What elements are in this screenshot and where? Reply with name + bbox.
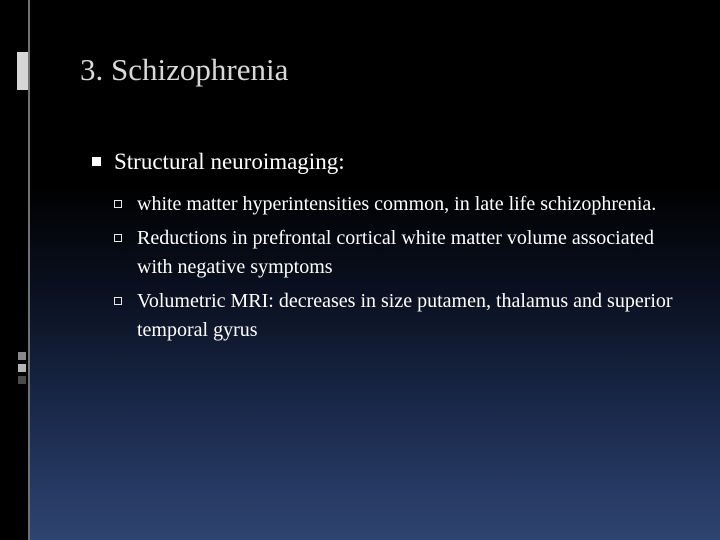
square-bullet-icon xyxy=(92,157,101,166)
sub-bullet-list xyxy=(92,190,692,345)
slide-body xyxy=(92,146,692,350)
bullet-text: Structural neuroimaging: xyxy=(114,149,345,174)
sub-bullet-text: Reductions in prefrontal cortical white matter volume associated with negative symptoms xyxy=(137,227,655,278)
sub-bullet-item xyxy=(114,287,692,345)
title-accent-bar xyxy=(17,52,28,90)
sub-bullet-item xyxy=(114,224,692,282)
hollow-square-bullet-icon xyxy=(114,200,122,208)
hollow-square-bullet-icon xyxy=(114,297,122,305)
bullet-item xyxy=(92,146,692,178)
accent-square xyxy=(18,376,26,384)
accent-square xyxy=(18,364,26,372)
slide-title: 3. Schizophrenia xyxy=(80,52,289,87)
left-divider-line xyxy=(28,0,30,540)
hollow-square-bullet-icon xyxy=(114,234,122,242)
accent-square xyxy=(18,352,26,360)
sub-bullet-text: white matter hyperintensities common, in late life schizophrenia. xyxy=(137,193,657,215)
sub-bullet-item xyxy=(114,190,692,219)
accent-squares xyxy=(18,352,28,388)
sub-bullet-text: Volumetric MRI: decreases in size putamen, thalamus and superior temporal gyrus xyxy=(137,290,673,341)
